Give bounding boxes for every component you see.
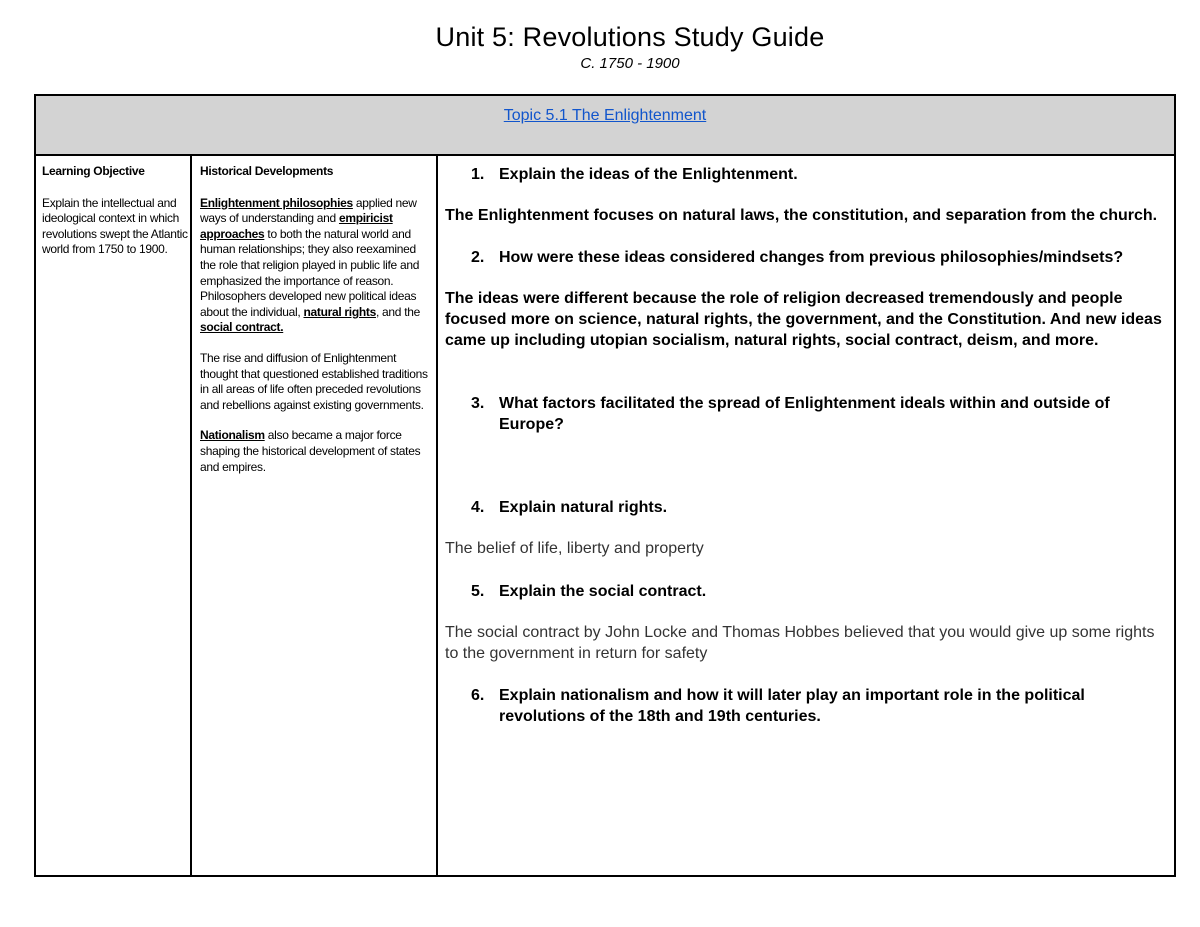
question-3: 3. What factors facilitated the spread of Enlightenment ideals within and outside of Europe?	[471, 395, 1110, 433]
topic-header	[36, 96, 1174, 156]
term-social-contract: social contract.	[200, 320, 284, 335]
question-5: 5. Explain the social contract.	[471, 583, 707, 600]
column-divider	[190, 154, 192, 877]
historical-developments-cell	[200, 164, 432, 490]
question-2: 2. How were these ideas considered changes from previous philosophies/mindsets?	[471, 249, 1124, 266]
learning-objective-text: Explain the intellectual and ideological context in which revolutions swept the Atlantic world from 1750 to 1900.	[42, 195, 188, 257]
page-title: Unit 5: Revolutions Study Guide	[435, 22, 825, 52]
table-bottom-border	[34, 875, 1176, 877]
answer-5: The social contract by John Locke and Thomas Hobbes believed that you would give up some rights to the government in return for safety	[445, 624, 1155, 662]
term-empiricist-approaches: empiricist approaches	[200, 211, 393, 241]
question-4: 4. Explain natural rights.	[471, 499, 668, 516]
term-nationalism: Nationalism	[200, 428, 265, 443]
learning-objective-heading: Learning Objective	[42, 164, 145, 178]
topic-link[interactable]: Topic 5.1 The Enlightenment	[503, 107, 707, 124]
question-1: 1. Explain the ideas of the Enlightenment.	[471, 166, 798, 183]
answer-1: The Enlightenment focuses on natural laws, the constitution, and separation from the church.	[445, 207, 1158, 224]
term-natural-rights: natural rights	[303, 304, 376, 319]
term-enlightenment-philosophies: Enlightenment philosophies	[200, 195, 353, 210]
question-6: 6. Explain nationalism and how it will later play an important role in the political revolutions of the 18th and 19th centuries.	[471, 687, 1085, 725]
historical-developments-paragraph-2: The rise and diffusion of Enlightenment thought that questioned established traditions in all areas of life often preceded revolutions and rebellions against existing governments.	[200, 350, 428, 412]
page-subtitle: C. 1750 - 1900	[580, 55, 680, 72]
column-divider	[436, 154, 438, 877]
historical-developments-paragraph-3: Nationalism also became a major force shaping the historical development of states and empires.	[200, 428, 421, 474]
answer-2: The ideas were different because the role of religion decreased tremendously and people focused more on science, natural rights, the government, and the Constitution. And new ideas came up including utopian socialism, natural rights, social contract, deism, and more.	[445, 290, 1162, 349]
learning-objective-cell	[42, 164, 188, 273]
answer-4: The belief of life, liberty and property	[445, 540, 704, 557]
historical-developments-heading: Historical Developments	[200, 164, 334, 178]
questions-cell	[445, 164, 1170, 727]
historical-developments-paragraph-1: Enlightenment philosophies applied new ways of understanding and empiricist approaches to both the natural world and human relationships; they also reexamined the role that religion played in public life and emphasized the importance of reason. Philosophers developed new political ideas about the individual, natural rights, and the social contract.	[200, 195, 420, 335]
